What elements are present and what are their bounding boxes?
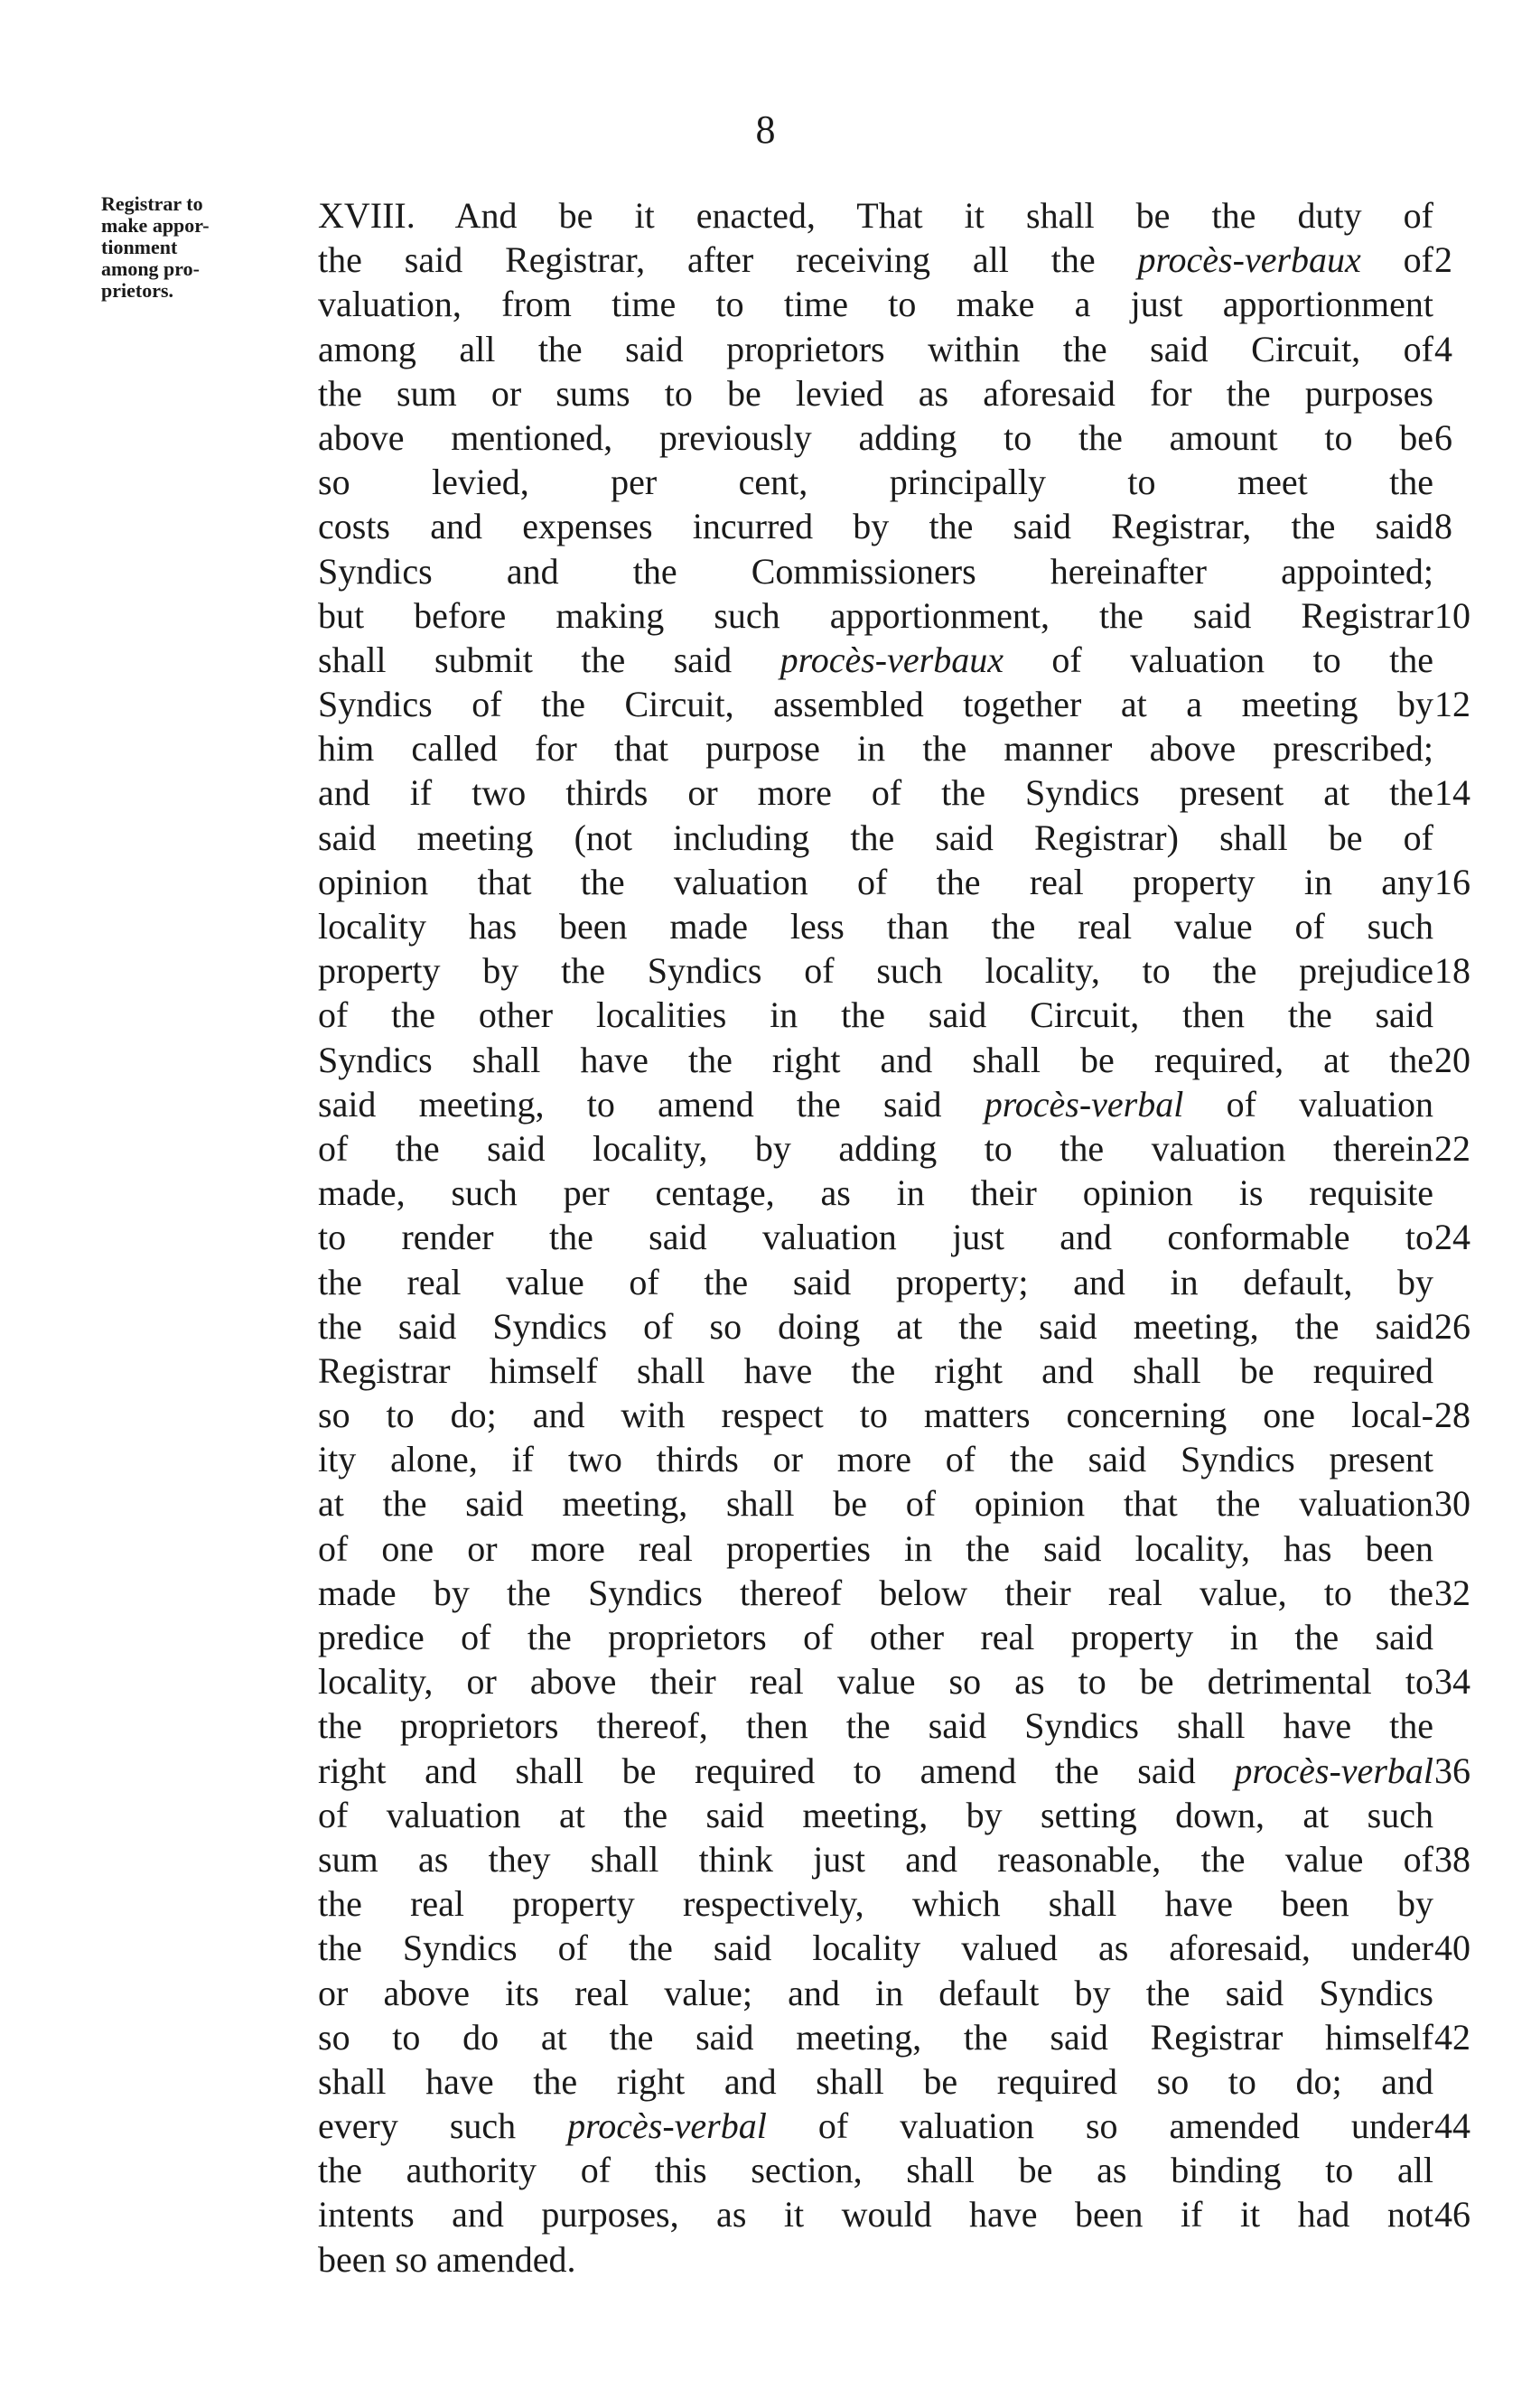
- line-text: of the other localities in the said Circuit, then the said: [318, 994, 1433, 1036]
- text-line: [318, 1881, 1438, 1926]
- line-text: property by the Syndics of such locality, to the prejudice: [318, 950, 1433, 992]
- line-number: 26: [1434, 1305, 1470, 1347]
- margin-note-line: Registrar to: [101, 192, 203, 215]
- line-text: locality has been made less than the real value of such: [318, 906, 1433, 947]
- line-text: or above its real value; and in default by the said Syndics: [318, 1972, 1433, 2013]
- text-line: [318, 238, 1452, 282]
- text-line: [318, 948, 1470, 993]
- text-line: [318, 282, 1438, 326]
- line-number: 44: [1434, 2105, 1470, 2147]
- text-line: [318, 371, 1438, 415]
- text-line: [318, 504, 1452, 548]
- text-line: [318, 1082, 1438, 1126]
- line-text: sum as they shall think just and reasonable, the value of: [318, 1838, 1433, 1880]
- text-line: [318, 1481, 1470, 1526]
- line-text: Registrar himself shall have the right and shall be required: [318, 1349, 1433, 1391]
- line-text: the proprietors thereof, then the said Syndics shall have the: [318, 1705, 1433, 1747]
- line-text: shall submit the said procès-verbaux of valuation to the: [318, 639, 1433, 680]
- line-number: 40: [1434, 1927, 1470, 1969]
- text-line: [318, 1304, 1470, 1349]
- line-text: the authority of this section, shall be as binding to all: [318, 2150, 1433, 2191]
- line-text: XVIII. And be it enacted, That it shall be the duty of: [318, 195, 1433, 236]
- line-number: 24: [1434, 1217, 1470, 1258]
- margin-note: [101, 193, 282, 302]
- line-text: but before making such apportionment, the said Registrar: [318, 594, 1433, 636]
- line-text: him called for that purpose in the manner above prescribed;: [318, 728, 1433, 770]
- line-number: 10: [1434, 594, 1470, 636]
- line-text: of one or more real properties in the said locality, has been: [318, 1527, 1433, 1569]
- line-text: ity alone, if two thirds or more of the said Syndics present: [318, 1439, 1433, 1480]
- text-line: [318, 2237, 1438, 2282]
- line-text: the real property respectively, which shall have been by: [318, 1883, 1433, 1925]
- line-text: opinion that the valuation of the real property in any: [318, 861, 1433, 902]
- line-text: the sum or sums to be levied as aforesaid for the purposes: [318, 372, 1433, 414]
- text-line: [318, 415, 1452, 460]
- text-line: [318, 2015, 1470, 2059]
- line-number: 22: [1434, 1127, 1470, 1169]
- line-number: 4: [1434, 328, 1452, 369]
- line-number: 30: [1434, 1483, 1470, 1525]
- text-line: [318, 1171, 1438, 1215]
- text-line: [318, 1437, 1438, 1481]
- text-line: [318, 2192, 1470, 2236]
- line-text: and if two thirds or more of the Syndics present at the: [318, 772, 1433, 814]
- section-body: [318, 193, 1470, 2282]
- line-text: the said Syndics of so doing at the said meeting, the said: [318, 1305, 1433, 1347]
- text-line: [318, 682, 1470, 726]
- line-text: so to do; and with respect to matters concerning one local-: [318, 1395, 1433, 1436]
- line-text: to render the said valuation just and conformable to: [318, 1217, 1433, 1258]
- text-line: [318, 860, 1470, 904]
- margin-note-line: prietors.: [101, 279, 174, 302]
- line-text: intents and purposes, as it would have been if it had not: [318, 2194, 1433, 2235]
- text-line: [318, 1038, 1470, 1082]
- text-line: [318, 993, 1438, 1037]
- text-line: [318, 1526, 1438, 1571]
- line-text: the Syndics of the said locality valued as aforesaid, under: [318, 1927, 1433, 1969]
- margin-note-line: tionment: [101, 236, 178, 258]
- line-text: predice of the proprietors of other real property in the said: [318, 1617, 1433, 1657]
- line-text: of valuation at the said meeting, by setting down, at such: [318, 1794, 1433, 1835]
- text-line: [318, 327, 1452, 371]
- text-line: [318, 1349, 1438, 1393]
- text-line: [318, 816, 1438, 860]
- line-text: at the said meeting, shall be of opinion that the valuation: [318, 1483, 1433, 1525]
- italic-term: procès-verbaux: [780, 639, 1004, 680]
- text-line: [318, 2104, 1470, 2148]
- line-number: 28: [1434, 1395, 1470, 1436]
- line-text: Syndics of the Circuit, assembled together at a meeting by: [318, 684, 1433, 725]
- text-line: [318, 193, 1438, 238]
- text-line: [318, 904, 1438, 948]
- text-line: [318, 1793, 1438, 1837]
- line-number: 16: [1434, 861, 1470, 902]
- line-text: locality, or above their real value so as to be detrimental to: [318, 1661, 1433, 1703]
- line-text: Syndics and the Commissioners hereinafter appointed;: [318, 550, 1433, 592]
- line-text: above mentioned, previously adding to the amount to be: [318, 416, 1433, 458]
- line-text: the real value of the said property; and in default, by: [318, 1261, 1433, 1302]
- text-line: [318, 1926, 1470, 1970]
- line-text: among all the said proprietors within the said Circuit, of: [318, 328, 1433, 369]
- text-line: [318, 1749, 1470, 1793]
- text-line: [318, 1703, 1438, 1748]
- line-text: the said Registrar, after receiving all the procès-verbaux of: [318, 239, 1433, 281]
- line-text: every such procès-verbal of valuation so amended under: [318, 2105, 1434, 2147]
- text-line: [318, 2059, 1438, 2104]
- text-line: [318, 770, 1470, 815]
- text-line: [318, 1126, 1470, 1171]
- text-line: [318, 1260, 1438, 1304]
- line-text: Syndics shall have the right and shall be required, at the: [318, 1039, 1433, 1080]
- line-number: 42: [1434, 2016, 1470, 2058]
- italic-term: procès-verbal: [1234, 1750, 1433, 1791]
- text-line: [318, 1659, 1470, 1703]
- line-text: right and shall be required to amend the said procès-verbal: [318, 1750, 1433, 1791]
- margin-note-line: among pro-: [101, 257, 200, 280]
- text-line: [318, 1215, 1470, 1259]
- line-text: been so amended.: [318, 2238, 576, 2280]
- line-text: so levied, per cent, principally to meet the: [318, 462, 1433, 503]
- text-line: [318, 1393, 1470, 1437]
- line-number: 36: [1434, 1750, 1470, 1791]
- text-line: [318, 1837, 1470, 1881]
- line-number: 32: [1434, 1572, 1470, 1613]
- line-text: valuation, from time to time to make a just apportionment: [318, 284, 1433, 325]
- line-number: 46: [1434, 2194, 1470, 2235]
- line-text: shall have the right and shall be required so to do; and: [318, 2060, 1433, 2102]
- line-number: 38: [1434, 1838, 1470, 1880]
- line-number: 18: [1434, 950, 1470, 992]
- line-text: said meeting (not including the said Registrar) shall be of: [318, 817, 1433, 858]
- text-line: [318, 460, 1438, 504]
- line-text: made, such per centage, as in their opinion is requisite: [318, 1172, 1433, 1214]
- line-number: 12: [1434, 684, 1470, 725]
- line-number: 34: [1434, 1661, 1470, 1703]
- text-line: [318, 638, 1438, 682]
- line-number: 6: [1434, 416, 1452, 458]
- text-line: [318, 2148, 1438, 2192]
- text-line: [318, 1615, 1438, 1659]
- margin-note-line: make appor-: [101, 214, 210, 237]
- italic-term: procès-verbal: [984, 1083, 1184, 1125]
- line-text: made by the Syndics thereof below their real value, to the: [318, 1572, 1433, 1613]
- line-text: said meeting, to amend the said procès-verbal of valuation: [318, 1083, 1433, 1125]
- italic-term: procès-verbaux: [1137, 239, 1361, 281]
- italic-term: procès-verbal: [567, 2105, 767, 2147]
- text-line: [318, 593, 1470, 638]
- text-line: [318, 1971, 1438, 2015]
- line-number: 20: [1434, 1039, 1470, 1080]
- line-number: 8: [1434, 506, 1452, 547]
- line-text: so to do at the said meeting, the said Registrar himself: [318, 2016, 1433, 2058]
- text-line: [318, 726, 1438, 770]
- text-line: [318, 549, 1438, 593]
- line-text: costs and expenses incurred by the said Registrar, the said: [318, 506, 1433, 547]
- text-line: [318, 1571, 1470, 1615]
- line-number: 14: [1434, 772, 1470, 814]
- line-number: 2: [1434, 239, 1452, 281]
- line-text: of the said locality, by adding to the valuation therein: [318, 1127, 1433, 1169]
- page-number: 8: [755, 107, 776, 152]
